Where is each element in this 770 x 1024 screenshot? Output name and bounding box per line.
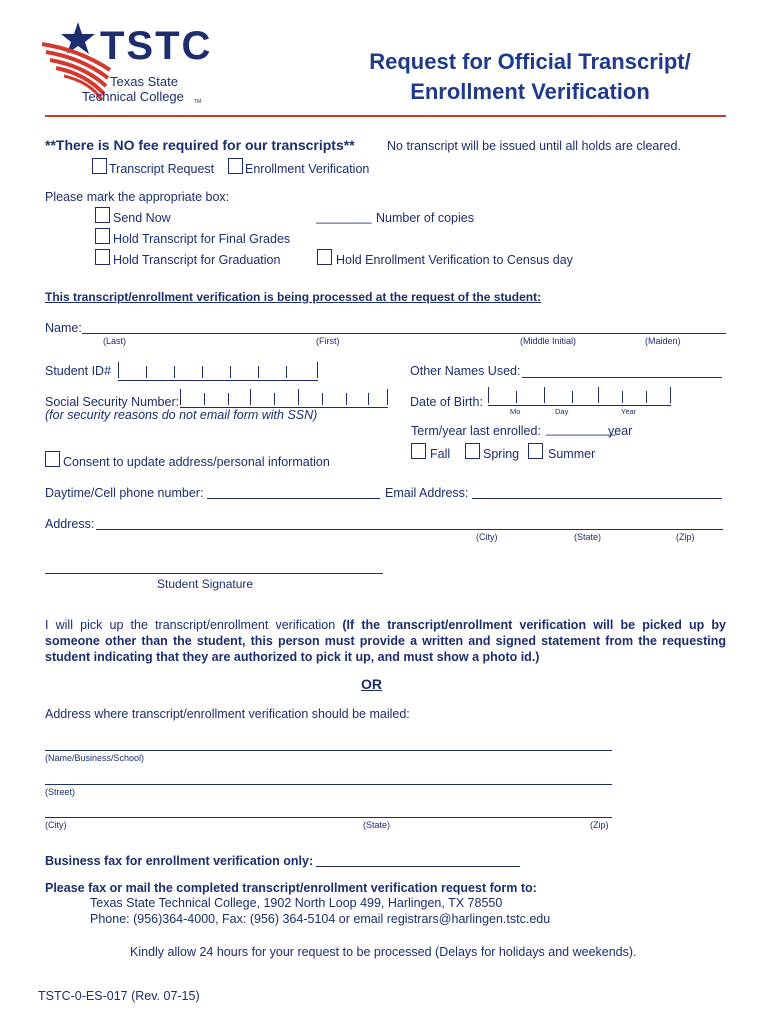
- form-id: TSTC-0-ES-017 (Rev. 07-15): [38, 989, 200, 1003]
- hold-census-checkbox[interactable]: [317, 249, 332, 265]
- mail-name-line[interactable]: [45, 750, 612, 751]
- logo-tm: TM: [194, 99, 202, 105]
- mark-box-prompt: Please mark the appropriate box:: [45, 190, 230, 204]
- mail-prompt: Address where transcript/enrollment verification should be mailed:: [45, 707, 410, 721]
- address-state-caption: (State): [574, 532, 602, 542]
- name-last-caption: (Last): [103, 336, 127, 346]
- spring-label: Spring: [483, 447, 520, 461]
- send-now-label: Send Now: [113, 211, 171, 225]
- term-blank[interactable]: __________: [546, 422, 616, 436]
- logo-line2: Technical College: [82, 89, 184, 104]
- name-input-line[interactable]: [82, 333, 726, 334]
- address-label: Address:: [45, 517, 95, 531]
- term-year-suffix: year: [608, 424, 633, 438]
- email-input-line[interactable]: [472, 498, 722, 499]
- dob-boxes[interactable]: [488, 387, 671, 406]
- dob-mo-caption: Mo: [510, 407, 521, 416]
- send-now-checkbox[interactable]: [95, 207, 110, 223]
- fee-notice: **There is NO fee required for our transcripts**: [45, 137, 355, 153]
- send-to-address: Texas State Technical College, 1902 North Loop 499, Harlingen, TX 78550: [90, 896, 503, 910]
- other-names-label: Other Names Used:: [410, 364, 521, 378]
- address-zip-caption: (Zip): [676, 532, 695, 542]
- enrollment-verification-checkbox[interactable]: [228, 158, 243, 174]
- mail-city-line[interactable]: [45, 817, 612, 818]
- email-label: Email Address:: [385, 486, 469, 500]
- transcript-request-checkbox[interactable]: [92, 158, 107, 174]
- address-city-caption: (City): [476, 532, 498, 542]
- student-id-boxes[interactable]: [118, 362, 318, 381]
- other-names-input-line[interactable]: [522, 377, 722, 378]
- name-maiden-caption: (Maiden): [645, 336, 681, 346]
- ssn-boxes[interactable]: [180, 389, 388, 408]
- name-first-caption: (First): [316, 336, 340, 346]
- enrollment-verification-label: Enrollment Verification: [245, 162, 370, 176]
- fall-label: Fall: [430, 447, 451, 461]
- name-label: Name:: [45, 321, 82, 335]
- mail-city-caption: (City): [45, 820, 67, 830]
- ssn-note: (for security reasons do not email form with SSN): [45, 408, 318, 422]
- consent-label: Consent to update address/personal information: [63, 455, 330, 469]
- logo-wordmark: TSTC: [100, 24, 213, 68]
- hold-graduation-checkbox[interactable]: [95, 249, 110, 265]
- hold-final-grades-checkbox[interactable]: [95, 228, 110, 244]
- signature-label: Student Signature: [157, 577, 254, 591]
- copies-label: Number of copies: [376, 211, 474, 225]
- mail-street-line[interactable]: [45, 784, 612, 785]
- signature-line[interactable]: [45, 573, 383, 574]
- fall-checkbox[interactable]: [411, 443, 426, 459]
- fax-input-line[interactable]: [316, 866, 520, 867]
- spring-checkbox[interactable]: [465, 443, 480, 459]
- tstc-logo: [40, 20, 225, 115]
- mail-name-caption: (Name/Business/School): [45, 753, 145, 763]
- consent-checkbox[interactable]: [45, 451, 60, 467]
- transcript-request-label: Transcript Request: [109, 162, 215, 176]
- processing-note: Kindly allow 24 hours for your request to be processed (Delays for holidays and weekends).: [130, 945, 637, 959]
- page-title: [330, 47, 730, 106]
- pickup-paragraph: [45, 617, 726, 665]
- name-middle-caption: (Middle Initial): [520, 336, 577, 346]
- mail-state-caption: (State): [363, 820, 391, 830]
- hold-census-label: Hold Enrollment Verification to Census day: [336, 253, 573, 267]
- header-divider: [45, 115, 726, 117]
- address-input-line[interactable]: [96, 529, 723, 530]
- pickup-plain-text: I will pick up the transcript/enrollment verification: [45, 618, 343, 632]
- phone-input-line[interactable]: [207, 498, 380, 499]
- summer-checkbox[interactable]: [528, 443, 543, 459]
- send-to-heading: Please fax or mail the completed transcript/enrollment verification request form to:: [45, 881, 537, 895]
- student-request-notice: This transcript/enrollment verification is being processed at the request of the student:: [45, 290, 542, 304]
- fax-label: Business fax for enrollment verification only:: [45, 854, 314, 868]
- holds-notice: No transcript will be issued until all holds are cleared.: [387, 139, 681, 153]
- phone-label: Daytime/Cell phone number:: [45, 486, 204, 500]
- hold-graduation-label: Hold Transcript for Graduation: [113, 253, 281, 267]
- title-line2: Enrollment Verification: [410, 78, 650, 104]
- dob-day-caption: Day: [555, 407, 569, 416]
- mail-zip-caption: (Zip): [590, 820, 609, 830]
- mail-street-caption: (Street): [45, 787, 76, 797]
- title-line1: Request for Official Transcript/: [369, 49, 691, 74]
- logo-line1: Texas State: [110, 74, 178, 89]
- student-id-label: Student ID#: [45, 364, 112, 378]
- term-label: Term/year last enrolled:: [411, 424, 541, 438]
- dob-label: Date of Birth:: [410, 395, 483, 409]
- summer-label: Summer: [548, 447, 596, 461]
- copies-blank[interactable]: ________: [316, 210, 372, 224]
- send-to-contact: Phone: (956)364-4000, Fax: (956) 364-5104 or email registrars@harlingen.tstc.edu: [90, 912, 551, 926]
- dob-year-caption: Year: [621, 407, 637, 416]
- or-divider-label: OR: [361, 676, 382, 692]
- ssn-label: Social Security Number:: [45, 395, 180, 409]
- hold-final-grades-label: Hold Transcript for Final Grades: [113, 232, 291, 246]
- pickup-bold-text: (If the transcript/enrollment verification will be picked up by someone other than the student, this person must provide a written and signed statement from the requesting student indicating that they are authorized to pick it up, and must show a photo id.): [45, 618, 727, 664]
